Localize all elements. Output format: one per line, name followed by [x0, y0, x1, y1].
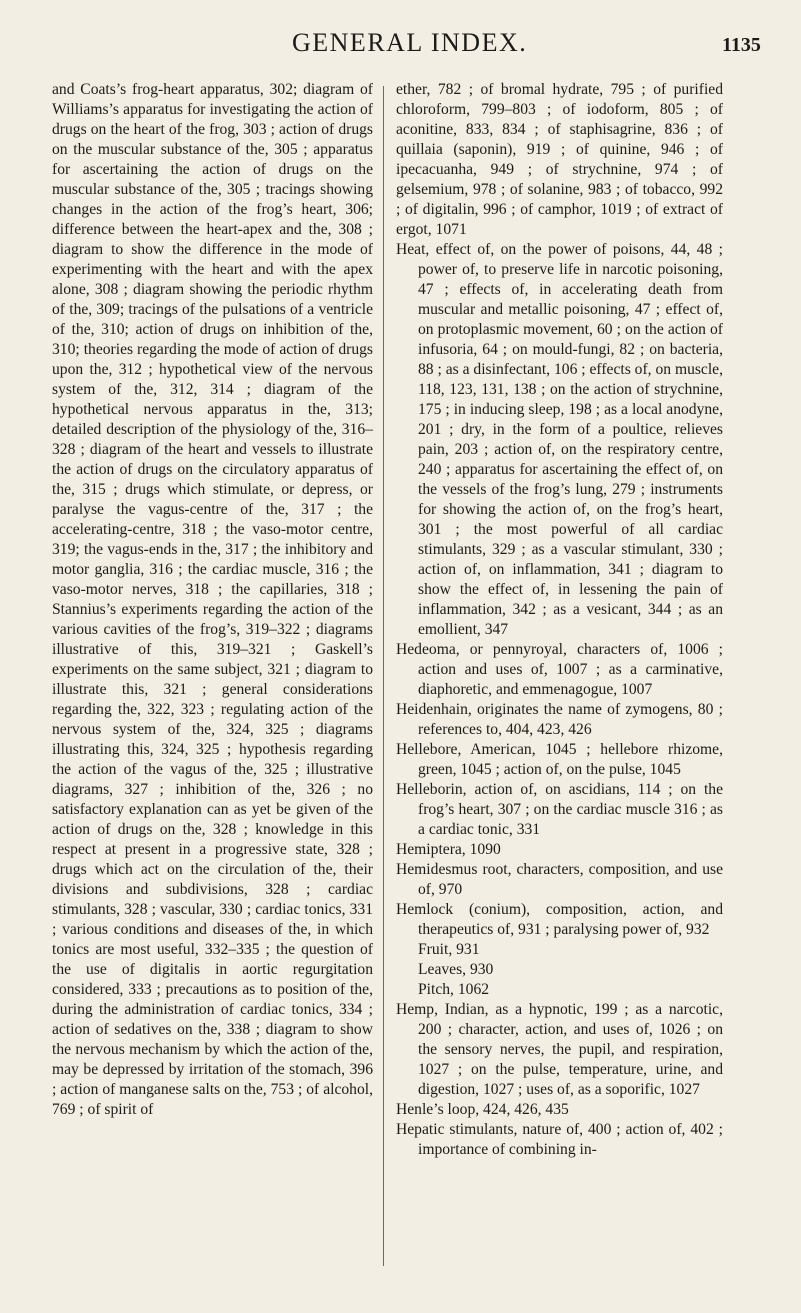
index-entry-hemiptera: Hemiptera, 1090	[396, 841, 501, 858]
index-column-left	[52, 80, 373, 1120]
index-entry-helleborin: Helleborin, action of, on ascidians, 114 ; on the frog’s heart, 307 ; on the cardiac muscle 316 ; as a cardiac tonic, 331	[396, 781, 723, 838]
index-subentry-leaves: Leaves, 930	[418, 961, 494, 978]
index-entry-henles-loop: Henle’s loop, 424, 426, 435	[396, 1101, 569, 1118]
index-entry-continuation: and Coats’s frog-heart apparatus, 302; diagram of Williams’s apparatus for investigating the action of drugs on the heart of the frog, 303 ; action of drugs on the muscular substance of the, 305 ; apparatus for ascertaining the action of drugs on the muscular substance of the, 305 ; tracings showing changes in the action of the frog’s heart, 306; difference between the heart-apex and the, 308 ; diagram to show the difference in the mode of experimenting with the heart and with the apex alone, 308 ; diagram showing the periodic rhythm of the, 309; tracings of the pulsations of a ventricle of the, 310; action of drugs on inhibition of the, 310; theories regarding the mode of action of drugs upon the, 312 ; hypothetical view of the nervous system of the, 312, 314 ; diagram of the hypothetical nervous apparatus in the, 313; detailed description of the physiology of the, 316–328 ; diagram of the heart and vessels to illustrate the action of drugs on the circulatory apparatus of the, 315 ; drugs which stimulate, or depress, or paralyse the vagus-centre of the, 317 ; the accelerating-centre, 318 ; the vaso-motor centre, 319; the vagus-ends in the, 317 ; the inhibitory and motor ganglia, 316 ; the cardiac muscle, 316 ; the vaso-motor nerves, 318 ; the capillaries, 318 ; Stannius’s experiments regarding the action of the various cavities of the frog’s, 319–322 ; diagrams illustrative of this, 319–321 ; Gaskell’s experiments on the same subject, 321 ; diagram to illustrate this, 321 ; general considerations regarding the, 322, 323 ; regulating action of the nervous system of the, 324, 325 ; diagrams illustrating this, 324, 325 ; hypothesis regarding the action of the vagus of the, 325 ; illustrative diagrams, 327 ; inhibition of the, 326 ; no satisfactory explanation can as yet be given of the action of drugs on the, 328 ; knowledge in this respect at present in a progressive state, 328 ; drugs which act on the circulation of the, their divisions and subdivisions, 328 ; cardiac stimulants, 328 ; vascular, 330 ; cardiac tonics, 331 ; various conditions and diseases of the, in which tonics are most useful, 332–335 ; the question of the use of digitalis in aortic regurgitation considered, 333 ; precautions as to position of the, during the administration of cardiac tonics, 334 ; action of sedatives on the, 338 ; diagram to show the nervous mechanism by which the action of the, may be depressed by irritation of the stomach, 396 ; action of manganese salts on the, 753 ; of alcohol, 769 ; of spirit of	[52, 81, 373, 1118]
page-title: GENERAL INDEX.	[292, 28, 528, 57]
index-entry-hepatic-stimulants: Hepatic stimulants, nature of, 400 ; action of, 402 ; importance of combining in-	[396, 1121, 723, 1158]
page-number: 1135	[722, 34, 761, 56]
running-head	[0, 28, 801, 64]
index-subentry-pitch: Pitch, 1062	[418, 981, 490, 998]
index-entry-hemidesmus: Hemidesmus root, characters, composition, and use of, 970	[396, 861, 723, 898]
index-entry-heat: Heat, effect of, on the power of poisons, 44, 48 ; power of, to preserve life in narcotic poisoning, 47 ; effects of, in accelerating death from muscular and metallic poisoning, 47 ; effect of, on protoplasmic movement, 60 ; on the action of infusoria, 64 ; on mould-fungi, 82 ; on bacteria, 88 ; as a disinfectant, 106 ; effects of, on muscle, 118, 123, 131, 138 ; on the action of strychnine, 175 ; in inducing sleep, 198 ; as a local anodyne, 201 ; dry, in the form of a poultice, relieves pain, 203 ; action of, on the respiratory centre, 240 ; apparatus for ascertaining the effect of, on the vessels of the frog’s lung, 279 ; instruments for showing the action of, on the frog’s heart, 301 ; the most powerful of all cardiac stimulants, 329 ; as a vascular stimulant, 330 ; action of, on inflammation, 341 ; diagram to show the effect of, in lessening the pain of inflammation, 342 ; as a vesicant, 344 ; as an emollient, 347	[396, 241, 724, 638]
index-subentry-fruit: Fruit, 931	[418, 941, 480, 958]
index-entry-continuation: ether, 782 ; of bromal hydrate, 795 ; of purified chloroform, 799–803 ; of iodoform, 805 ; of aconitine, 833, 834 ; of staphisagrine, 836 ; of quillaia (saponin), 919 ; of quinine, 946 ; of ipecacuanha, 949 ; of strychnine, 974 ; of gelsemium, 978 ; of solanine, 983 ; of tobacco, 992 ; of digitalin, 996 ; of camphor, 1019 ; of extract of ergot, 1071	[396, 81, 723, 238]
index-entry-hemp: Hemp, Indian, as a hypnotic, 199 ; as a narcotic, 200 ; character, action, and uses of, 1026 ; on the sensory nerves, the pupil, and respiration, 1027 ; on the pulse, temperature, urine, and digestion, 1027 ; uses of, as a soporific, 1027	[396, 1001, 723, 1098]
index-column-right	[396, 80, 723, 1160]
column-divider	[383, 86, 384, 1266]
index-entry-hellebore: Hellebore, American, 1045 ; hellebore rhizome, green, 1045 ; action of, on the pulse, 1045	[396, 741, 723, 778]
index-entry-hedeoma: Hedeoma, or pennyroyal, characters of, 1006 ; action and uses of, 1007 ; as a carminative, diaphoretic, and emmenagogue, 1007	[396, 641, 723, 698]
index-entry-heidenhain: Heidenhain, originates the name of zymogens, 80 ; references to, 404, 423, 426	[396, 701, 723, 738]
index-entry-hemlock: Hemlock (conium), composition, action, and therapeutics of, 931 ; paralysing power of, 932	[396, 901, 723, 938]
